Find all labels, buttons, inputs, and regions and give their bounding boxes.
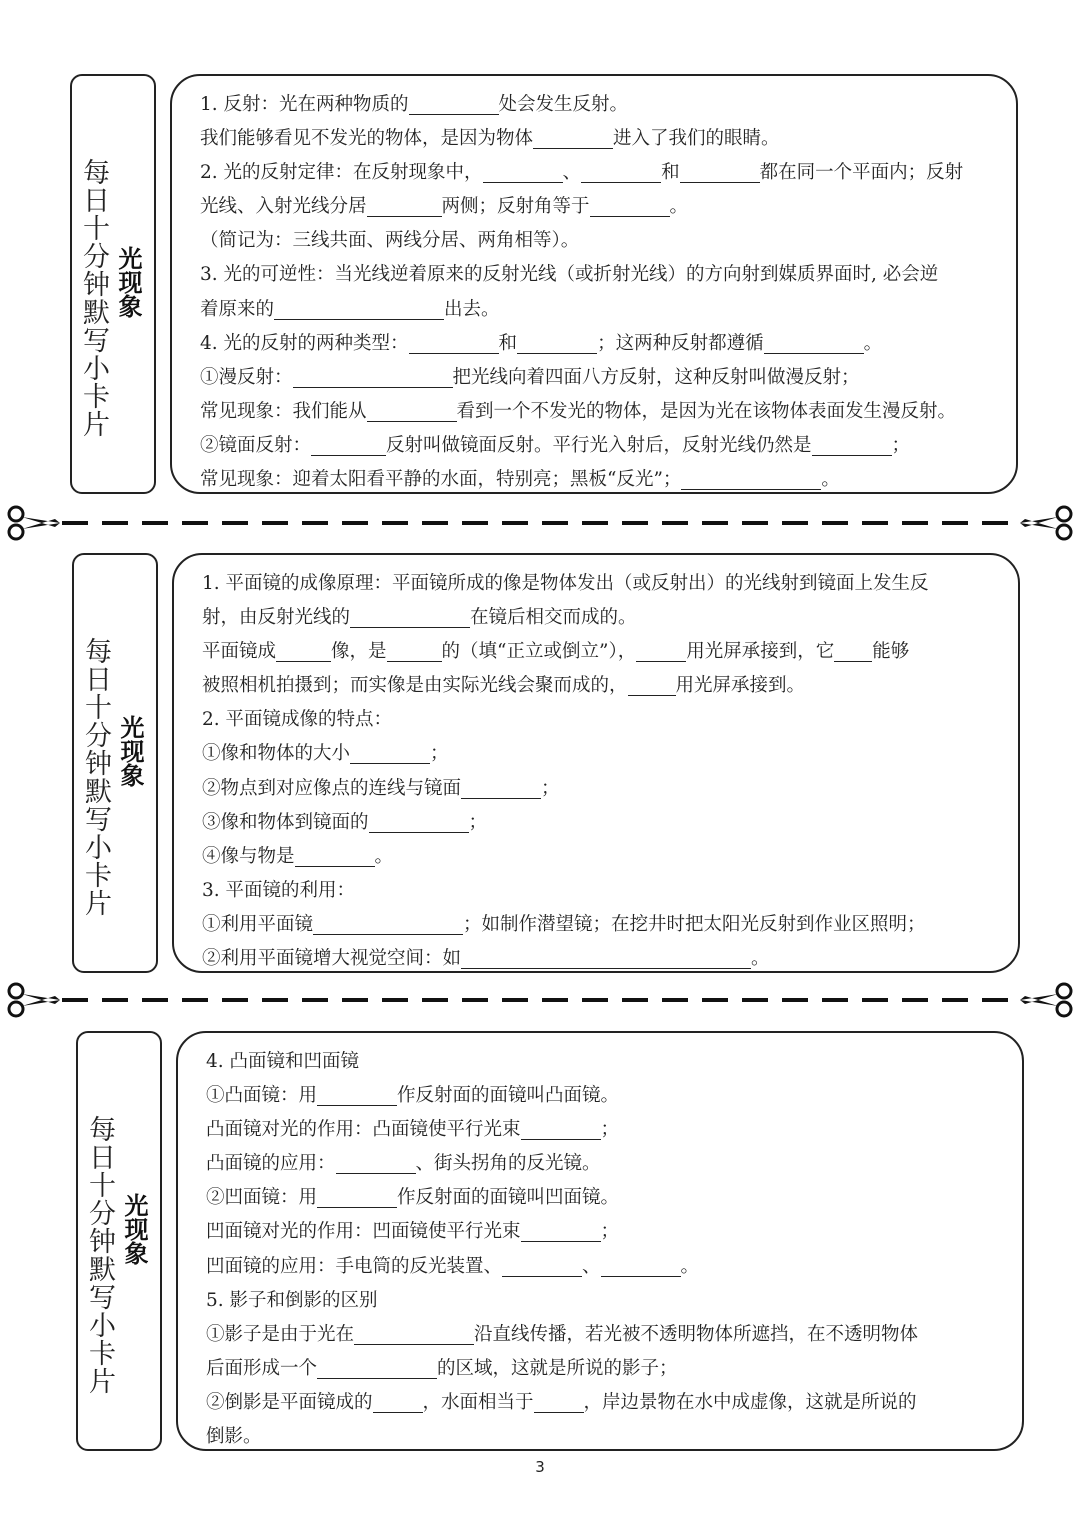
fill-in-blank[interactable] [274,297,444,320]
line-text: 看到一个不发光的物体，是因为光在该物体表面发生漫反射。 [456,400,957,422]
line-text: ①凸面镜：用 [206,1085,318,1107]
line-text: ； [600,1221,620,1243]
line-text: 3. 光的可逆性：当光线逆着原来的反射光线（或折射光线）的方向射到媒质界面时, 必会逆 [200,264,939,286]
line-text: 我们能够看见不发光的物体，是因为物体 [200,128,534,150]
line-text: ②镜面反射： [200,434,312,456]
fill-in-blank[interactable] [581,160,661,183]
line-text: 沿直线传播，若光被不透明物体所遮挡，在不透明物体 [474,1323,919,1345]
fill-in-blank[interactable] [317,1356,437,1379]
text-line [206,1079,1000,1113]
text-line [202,635,996,669]
text-line [206,1352,1000,1386]
fill-in-blank[interactable] [387,639,442,662]
line-text: 3. 平面镜的利用： [202,879,356,901]
fill-in-blank[interactable] [636,639,686,662]
line-text: ②凹面镜：用 [206,1187,318,1209]
line-text: ；这两种反射都遵循 [597,332,764,354]
line-text: 、 [562,162,582,184]
line-text: ； [468,811,488,833]
line-text: ； [891,434,911,456]
text-line [202,772,996,806]
text-line [206,1113,1000,1147]
line-text: 凹面镜的应用：手电筒的反光装置、 [206,1255,503,1277]
text-line [202,840,996,874]
fill-in-blank[interactable] [461,776,541,799]
text-line [200,395,994,429]
text-line [202,874,996,908]
fill-in-blank[interactable] [834,639,872,662]
card-content-box [172,553,1020,973]
text-line [206,1250,1000,1284]
text-line [206,1420,1000,1454]
line-text: ①影子是由于光在 [206,1323,355,1345]
line-text: ； [541,777,560,799]
line-text: ②倒影是平面镜成的 [206,1391,373,1413]
line-text: ； [600,1119,620,1141]
text-line [202,567,996,601]
line-text: ，岸边景物在水中成虚像，这就是所说的 [583,1391,917,1413]
line-text: 处会发生反射。 [498,94,629,115]
line-text: 2. 光的反射定律：在反射现象中， [200,162,483,184]
text-line [200,88,994,122]
fill-in-blank[interactable] [373,1390,423,1413]
text-line [202,669,996,703]
fill-in-blank[interactable] [521,1219,601,1242]
fill-in-blank[interactable] [502,1254,582,1277]
line-text: 。 [669,196,689,218]
fill-in-blank[interactable] [367,194,442,217]
line-text: 光线、入射光线分居 [200,196,367,218]
fill-in-blank[interactable] [517,331,597,354]
line-text: ；如制作潜望镜；在挖井时把太阳光反射到作业区照明； [463,913,926,935]
card-title: 每日十分钟默写小卡片 [80,637,111,917]
fill-in-blank[interactable] [461,946,751,969]
line-text: 能够 [872,641,910,663]
text-line [206,1181,1000,1215]
scissors-icon [1020,984,1071,1016]
line-text: 和 [661,162,680,184]
line-text: 凹面镜对光的作用：凹面镜使平行光束 [206,1221,521,1243]
fill-in-blank[interactable] [680,160,760,183]
line-text: 在镜后相交而成的。 [470,607,637,629]
text-line [200,156,994,190]
card-lines [202,567,996,976]
text-line [200,327,994,361]
line-text: 用光屏承接到，它 [686,641,835,663]
line-text: 、 [582,1255,601,1277]
card-lines [200,88,994,497]
line-text: 。 [680,1255,700,1277]
line-text: 。 [374,845,394,867]
line-text: 。 [821,469,840,491]
line-text: 着原来的 [200,298,275,320]
text-line [202,703,996,737]
line-text: ①漫反射： [200,366,293,388]
text-line [206,1147,1000,1181]
text-line [206,1386,1000,1420]
text-line [206,1318,1000,1352]
line-text: 作反射面的面镜叫凸面镜。 [397,1085,620,1107]
card-content-box [176,1031,1024,1451]
line-text: 平面镜成 [202,641,277,663]
fill-in-blank[interactable] [350,605,470,628]
line-text: 常见现象：我们能从 [200,400,367,422]
line-text: 。 [751,948,770,970]
scissors-icon [9,984,60,1016]
line-text: 5. 影子和倒影的区别 [206,1289,378,1311]
line-text: ②物点到对应像点的连线与镜面 [202,777,462,799]
line-text: 凸面镜的应用： [206,1153,336,1175]
fill-in-blank[interactable] [295,844,375,867]
fill-in-blank[interactable] [483,160,563,183]
card-side-label [72,553,158,973]
text-line [206,1045,1000,1079]
fill-in-blank[interactable] [317,1083,397,1106]
card-title: 每日十分钟默写小卡片 [84,1115,115,1395]
card-topic: 光现象 [114,246,142,318]
line-text: （简记为：三线共面、两线分居、两角相等）。 [200,230,580,252]
line-text: 反射叫做镜面反射。平行光入射后，反射光线仍然是 [386,434,812,456]
fill-in-blank[interactable] [367,399,457,422]
card-title: 每日十分钟默写小卡片 [78,158,109,438]
page-number: 3 [535,1458,545,1476]
fill-in-blank[interactable] [764,331,864,354]
fill-in-blank[interactable] [313,912,463,935]
line-text: 把光线向着四面八方反射，这种反射叫做漫反射； [452,366,860,388]
fill-in-blank[interactable] [601,1254,681,1277]
line-text: 倒影。 [206,1426,262,1448]
text-line [200,190,994,224]
line-text: ； [430,743,449,765]
text-line [200,463,994,497]
line-text: 两侧；反射角等于 [441,196,590,218]
cut-line [0,980,1080,1020]
line-text: 都在同一个平面内；反射 [759,162,964,184]
line-text: 4. 凸面镜和凹面镜 [206,1051,360,1072]
fill-in-blank[interactable] [369,810,469,833]
line-text: 4. 光的反射的两种类型： [200,332,409,354]
text-line [202,942,996,976]
line-text: 1. 反射：光在两种物质的 [200,94,409,115]
line-text: ，水面相当于 [422,1391,534,1413]
text-line [206,1284,1000,1318]
text-line [200,429,994,463]
fill-in-blank[interactable] [681,467,821,490]
line-text: ④像与物是 [202,845,295,867]
scissors-icon [1020,507,1071,539]
text-line [200,258,994,292]
fill-in-blank[interactable] [628,673,676,696]
scissors-icon [9,507,60,539]
text-line [206,1215,1000,1249]
fill-in-blank[interactable] [311,433,386,456]
text-line [202,908,996,942]
fill-in-blank[interactable] [336,1151,416,1174]
fill-in-blank[interactable] [317,1185,397,1208]
fill-in-blank[interactable] [409,331,499,354]
text-line [200,293,994,327]
text-line [200,361,994,395]
fill-in-blank[interactable] [409,92,499,115]
line-text: 2. 平面镜成像的特点： [202,709,393,731]
line-text: 射，由反射光线的 [202,607,351,629]
text-line [202,601,996,635]
text-line [200,224,994,258]
line-text: 常见现象：迎着太阳看平静的水面，特别亮；黑板“反光”； [200,469,682,491]
card-content-box [170,74,1018,494]
line-text: 进入了我们的眼睛。 [613,128,780,150]
line-text: 用光屏承接到。 [675,675,806,697]
fill-in-blank[interactable] [276,639,331,662]
card-side-label [70,74,156,494]
fill-in-blank[interactable] [534,1390,584,1413]
fill-in-blank[interactable] [521,1117,601,1140]
card-topic: 光现象 [116,715,144,787]
fill-in-blank[interactable] [350,741,430,764]
line-text: 、街头拐角的反光镜。 [415,1153,601,1175]
text-line [202,737,996,771]
text-line [200,122,994,156]
fill-in-blank[interactable] [533,126,613,149]
fill-in-blank[interactable] [293,365,453,388]
line-text: 被照相机拍摄到；而实像是由实际光线会聚而成的， [202,675,628,697]
line-text: 作反射面的面镜叫凹面镜。 [397,1187,620,1209]
text-line [202,806,996,840]
line-text: 1. 平面镜的成像原理：平面镜所成的像是物体发出（或反射出）的光线射到镜面上发生反 [202,573,929,594]
cut-line [0,503,1080,543]
card-topic: 光现象 [120,1193,148,1265]
line-text: 凸面镜对光的作用：凸面镜使平行光束 [206,1119,521,1141]
line-text: 出去。 [444,298,500,320]
card-lines [206,1045,1000,1454]
line-text: ②利用平面镜增大视觉空间：如 [202,948,462,970]
fill-in-blank[interactable] [812,433,892,456]
fill-in-blank[interactable] [354,1322,474,1345]
line-text: 。 [863,332,883,354]
line-text: ③像和物体到镜面的 [202,811,369,833]
line-text: 和 [498,332,518,354]
line-text: 像，是 [331,641,387,663]
card-side-label [76,1031,162,1451]
line-text: 的区域，这就是所说的影子； [437,1357,678,1379]
line-text: ①利用平面镜 [202,913,314,935]
line-text: 的（填“正立或倒立”）， [441,641,637,663]
line-text: ①像和物体的大小 [202,743,351,765]
fill-in-blank[interactable] [590,194,670,217]
line-text: 后面形成一个 [206,1357,318,1379]
